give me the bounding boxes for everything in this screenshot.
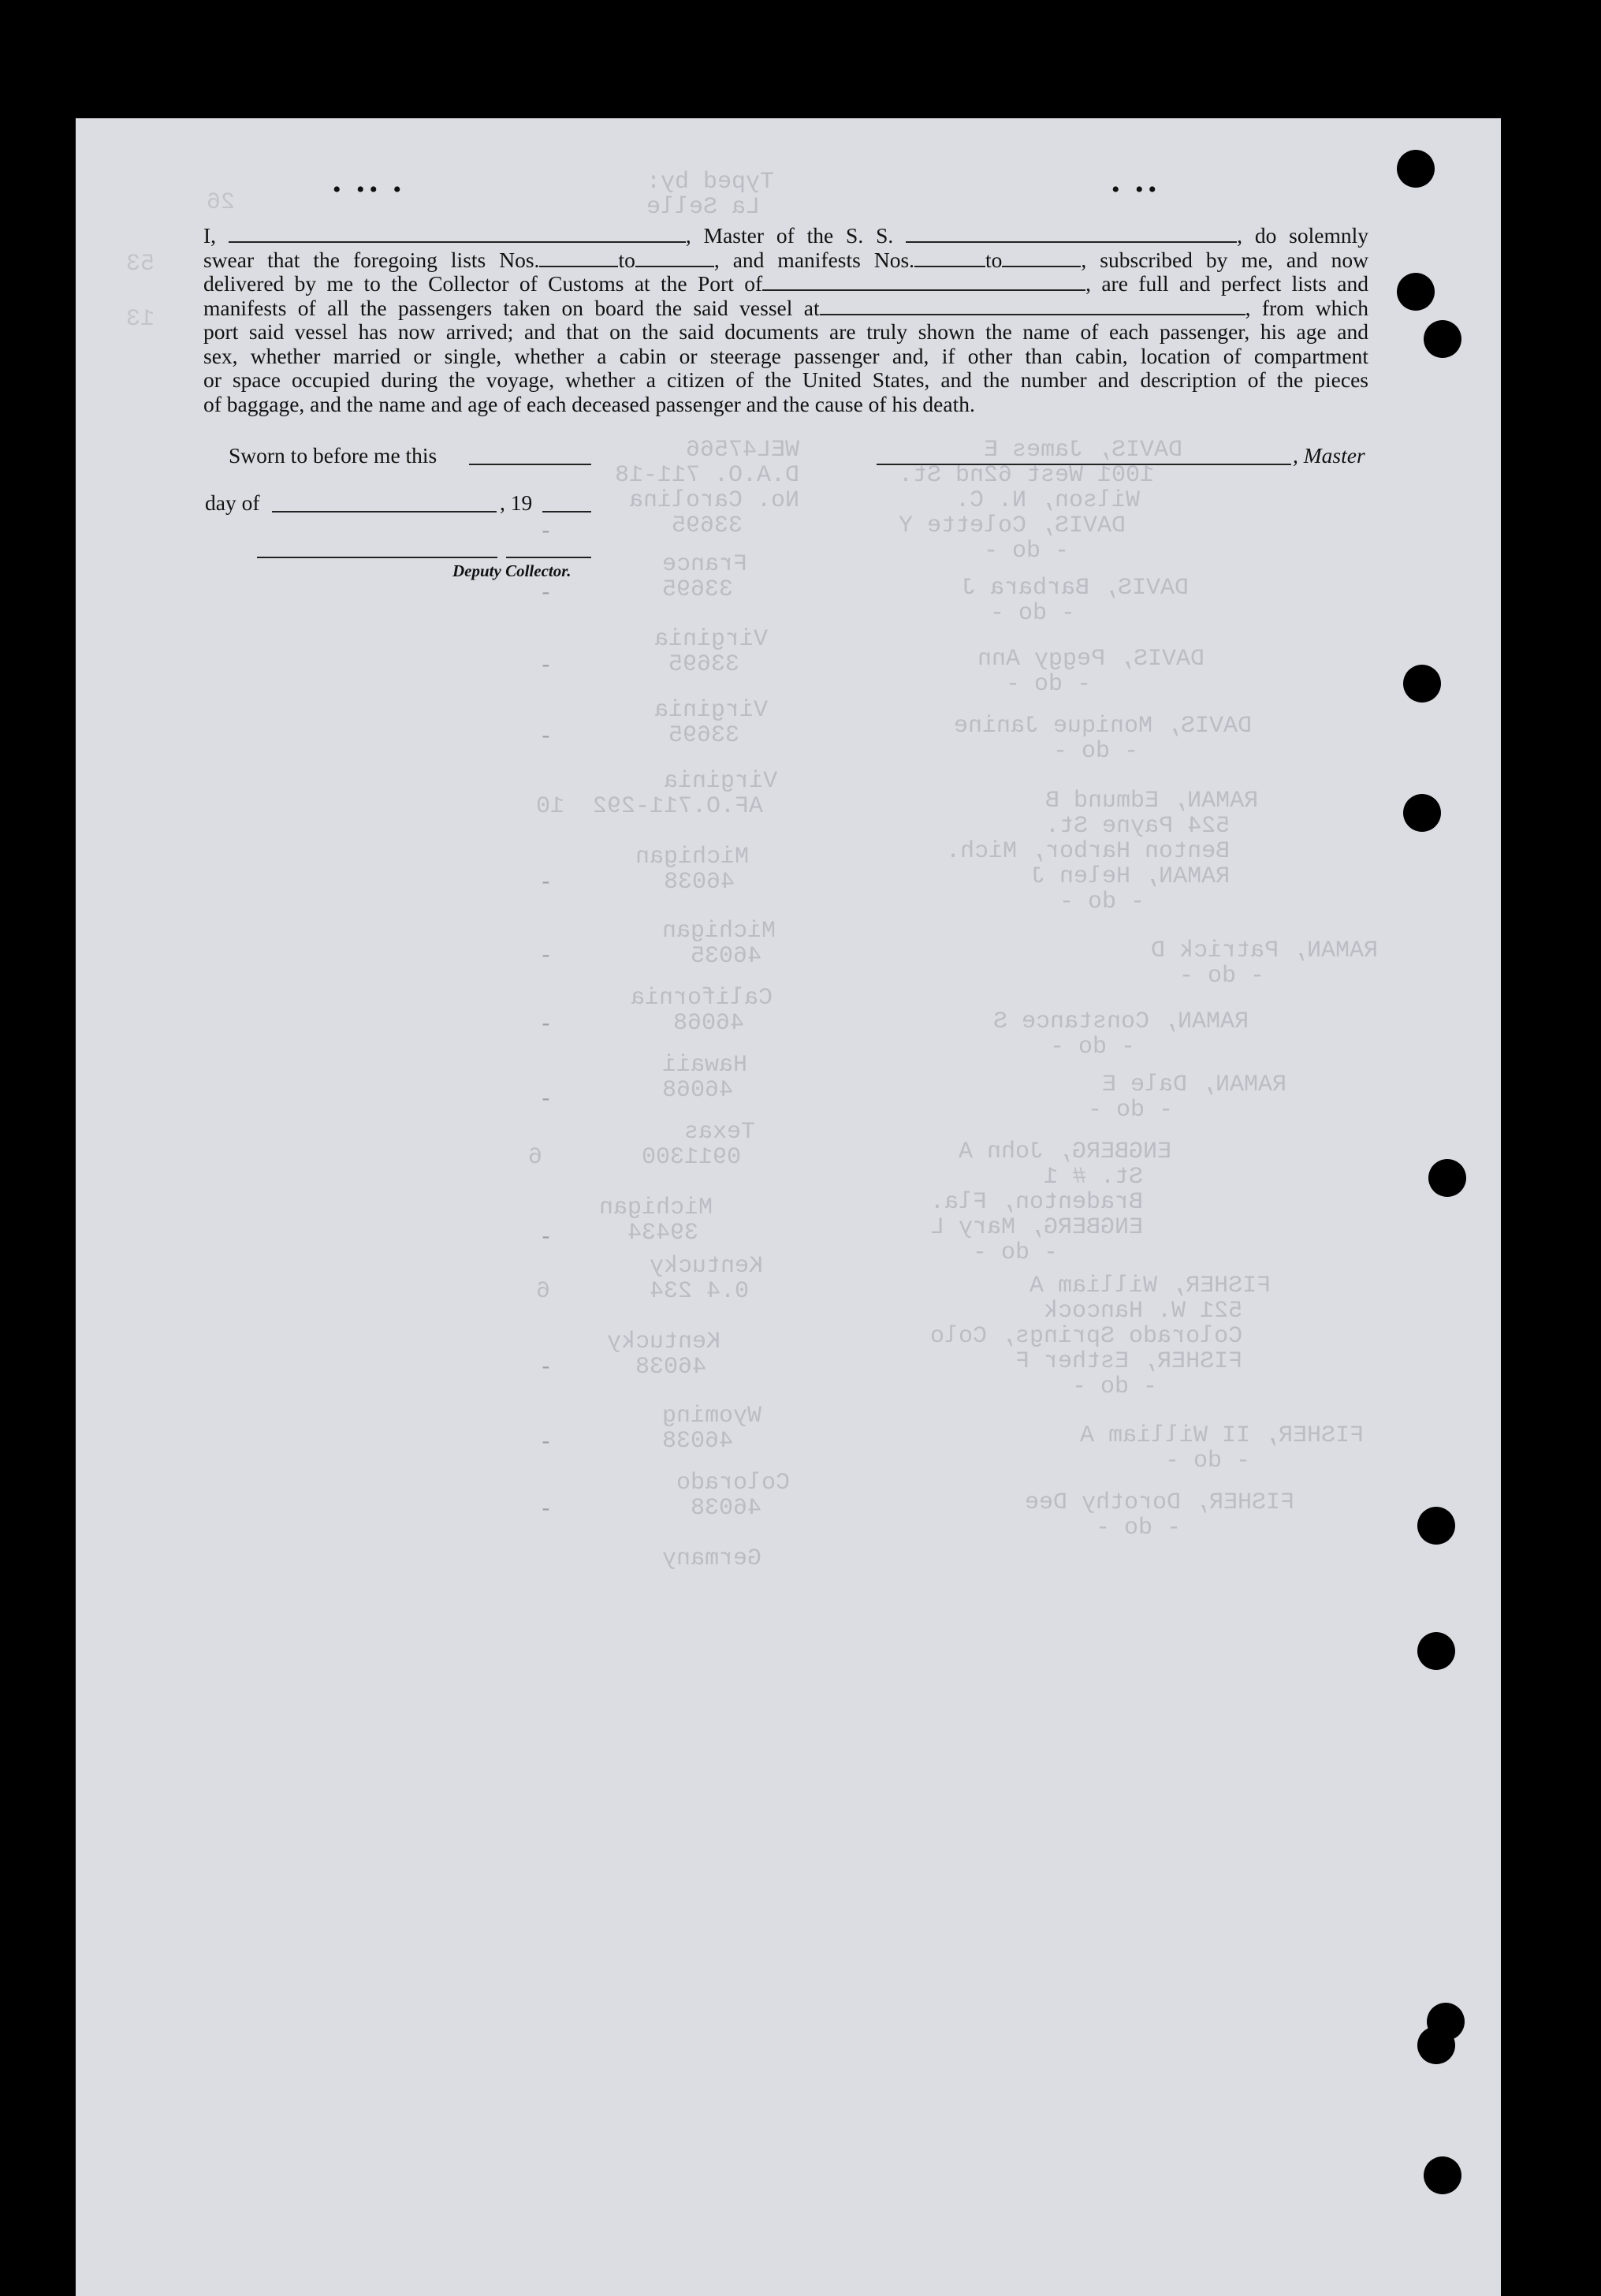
oath-line: port said vessel has now arrived; and that on the said documents are truly shown the name of each passenger, his age and — [203, 319, 1368, 344]
year-blank — [542, 511, 591, 512]
bleed-through-block: Virginia AF.O.711-292 10 Michigan 46038 — [536, 768, 778, 896]
punch-hole — [1397, 273, 1435, 311]
punch-hole — [1428, 1159, 1466, 1197]
punch-hole — [1397, 150, 1435, 188]
bleed-through-block: Virginia 33695 — [654, 626, 769, 678]
punch-hole — [1424, 2156, 1461, 2194]
oath-line: of baggage, and the name and age of each deceased passenger and the cause of his death. — [203, 391, 975, 416]
bleed-through-block: WEL47566 D.A.O. 711-18 No. Carolina 33695 — [615, 437, 800, 539]
margin-mark: 53 — [126, 251, 155, 278]
oath-paragraph — [203, 224, 1368, 416]
column-dash: - — [539, 1498, 553, 1523]
punch-hole — [1417, 2026, 1455, 2064]
column-dash: - — [539, 1013, 553, 1038]
margin-mark: 26 — [207, 189, 236, 216]
margin-mark: 13 — [126, 306, 155, 333]
bleed-through-block: DAVIS, Peggy Ann - do - — [977, 646, 1205, 698]
bleed-through-block: DAVIS, Monique Janine - do - — [954, 713, 1253, 765]
bleed-through-block: ENGBERG, John A St. # 1 Bradenton, Fla. ENGBERG, Mary L - do - — [930, 1139, 1172, 1266]
master-label: , Master — [1293, 443, 1365, 468]
bleed-through-block: Typed by: La Selle — [646, 169, 775, 221]
oath-line: or space occupied during the voyage, whether a citizen of the United States, and the number and description of the pieces — [203, 367, 1368, 392]
bleed-through-block: FISHER, II William A - do - — [1080, 1422, 1365, 1474]
bleed-through-block: FISHER, Dorothy Dee - do - — [1025, 1489, 1295, 1541]
column-dash: - — [539, 725, 553, 750]
sworn-label: Sworn to before me this — [229, 443, 437, 468]
oath-line: manifests of all the passengers taken on board the said vessel at , from which — [203, 295, 1368, 320]
bleed-through-block: Virginia 33695 — [654, 697, 769, 749]
deputy-signature-line-short — [506, 557, 591, 558]
bleed-through-block: RAMAN, Patrick D - do - — [1151, 937, 1379, 990]
oath-line: I, , Master of the S. S. , do solemnly — [203, 223, 1368, 248]
bleed-through-block: Hawaii 46068 — [662, 1052, 748, 1104]
day-of-label: day of — [205, 490, 260, 515]
bleed-through-block: RAMAN, Dale E - do - — [1088, 1072, 1287, 1124]
oath-line: sex, whether married or single, whether a cabin or steerage passenger and, if other than cabin, location of compartment — [203, 343, 1368, 368]
bleed-through-block: RAMAN, Edmund B 524 Payne St. Benton Harbor, Mich. RAMAN, Helen J - do - — [946, 788, 1259, 915]
column-dash: - — [539, 1088, 553, 1113]
deputy-collector-label: Deputy Collector. — [452, 561, 572, 580]
bleed-through-block: FISHER, William A 521 W. Hancock Colorado Springs, Colo FISHER, Esther F - do - — [930, 1273, 1271, 1400]
punch-hole — [1403, 794, 1441, 832]
bleed-through-block: Kentucky 0.4 234 6 Kentucky 46038 — [536, 1253, 764, 1381]
oath-line: swear that the foregoing lists Nos. to , and manifests Nos. to , subscribed by me, and now — [203, 247, 1368, 272]
column-dash: - — [539, 871, 553, 896]
sworn-date-blank — [469, 464, 591, 465]
column-dash: - — [539, 1226, 553, 1250]
punch-hole — [1417, 1507, 1455, 1545]
bleed-through-block: Michigan 46035 — [662, 918, 776, 970]
bleed-through-block: DAVIS, Barbara J - do - — [962, 575, 1190, 627]
bleed-through-block: California 46068 — [631, 985, 773, 1037]
bleed-through-block: RAMAN, Constance S - do - — [993, 1008, 1249, 1060]
punch-hole — [1403, 665, 1441, 703]
deputy-signature-line — [257, 557, 497, 558]
year-prefix: , 19 — [500, 490, 533, 515]
bleed-through-block: Colorado 46038 Germany — [662, 1470, 791, 1572]
punch-hole — [1417, 1632, 1455, 1670]
header-mark: • •• — [1111, 177, 1162, 203]
column-dash: - — [539, 945, 553, 969]
punch-hole — [1424, 320, 1461, 358]
column-dash: - — [539, 654, 553, 679]
bleed-through-block: France 33695 — [662, 551, 748, 603]
header-mark: • •• • — [333, 177, 407, 203]
column-dash: - — [539, 582, 553, 606]
bleed-through-block: Wyoming 46038 — [662, 1403, 762, 1455]
column-dash: - — [539, 1431, 553, 1456]
master-signature-line — [877, 464, 1291, 465]
column-dash: - — [539, 1356, 553, 1381]
month-blank — [272, 511, 497, 512]
column-dash: - — [539, 520, 553, 545]
oath-line: delivered by me to the Collector of Customs at the Port of , are full and perfect lists and — [203, 271, 1368, 296]
bleed-through-block: DAVIS, James E 1001 West 62nd St. Wilson, N. C. DAVIS, Colette Y - do - — [899, 437, 1183, 565]
bleed-through-block: Texas 0911300 6 Michigan 39434 — [528, 1119, 756, 1247]
